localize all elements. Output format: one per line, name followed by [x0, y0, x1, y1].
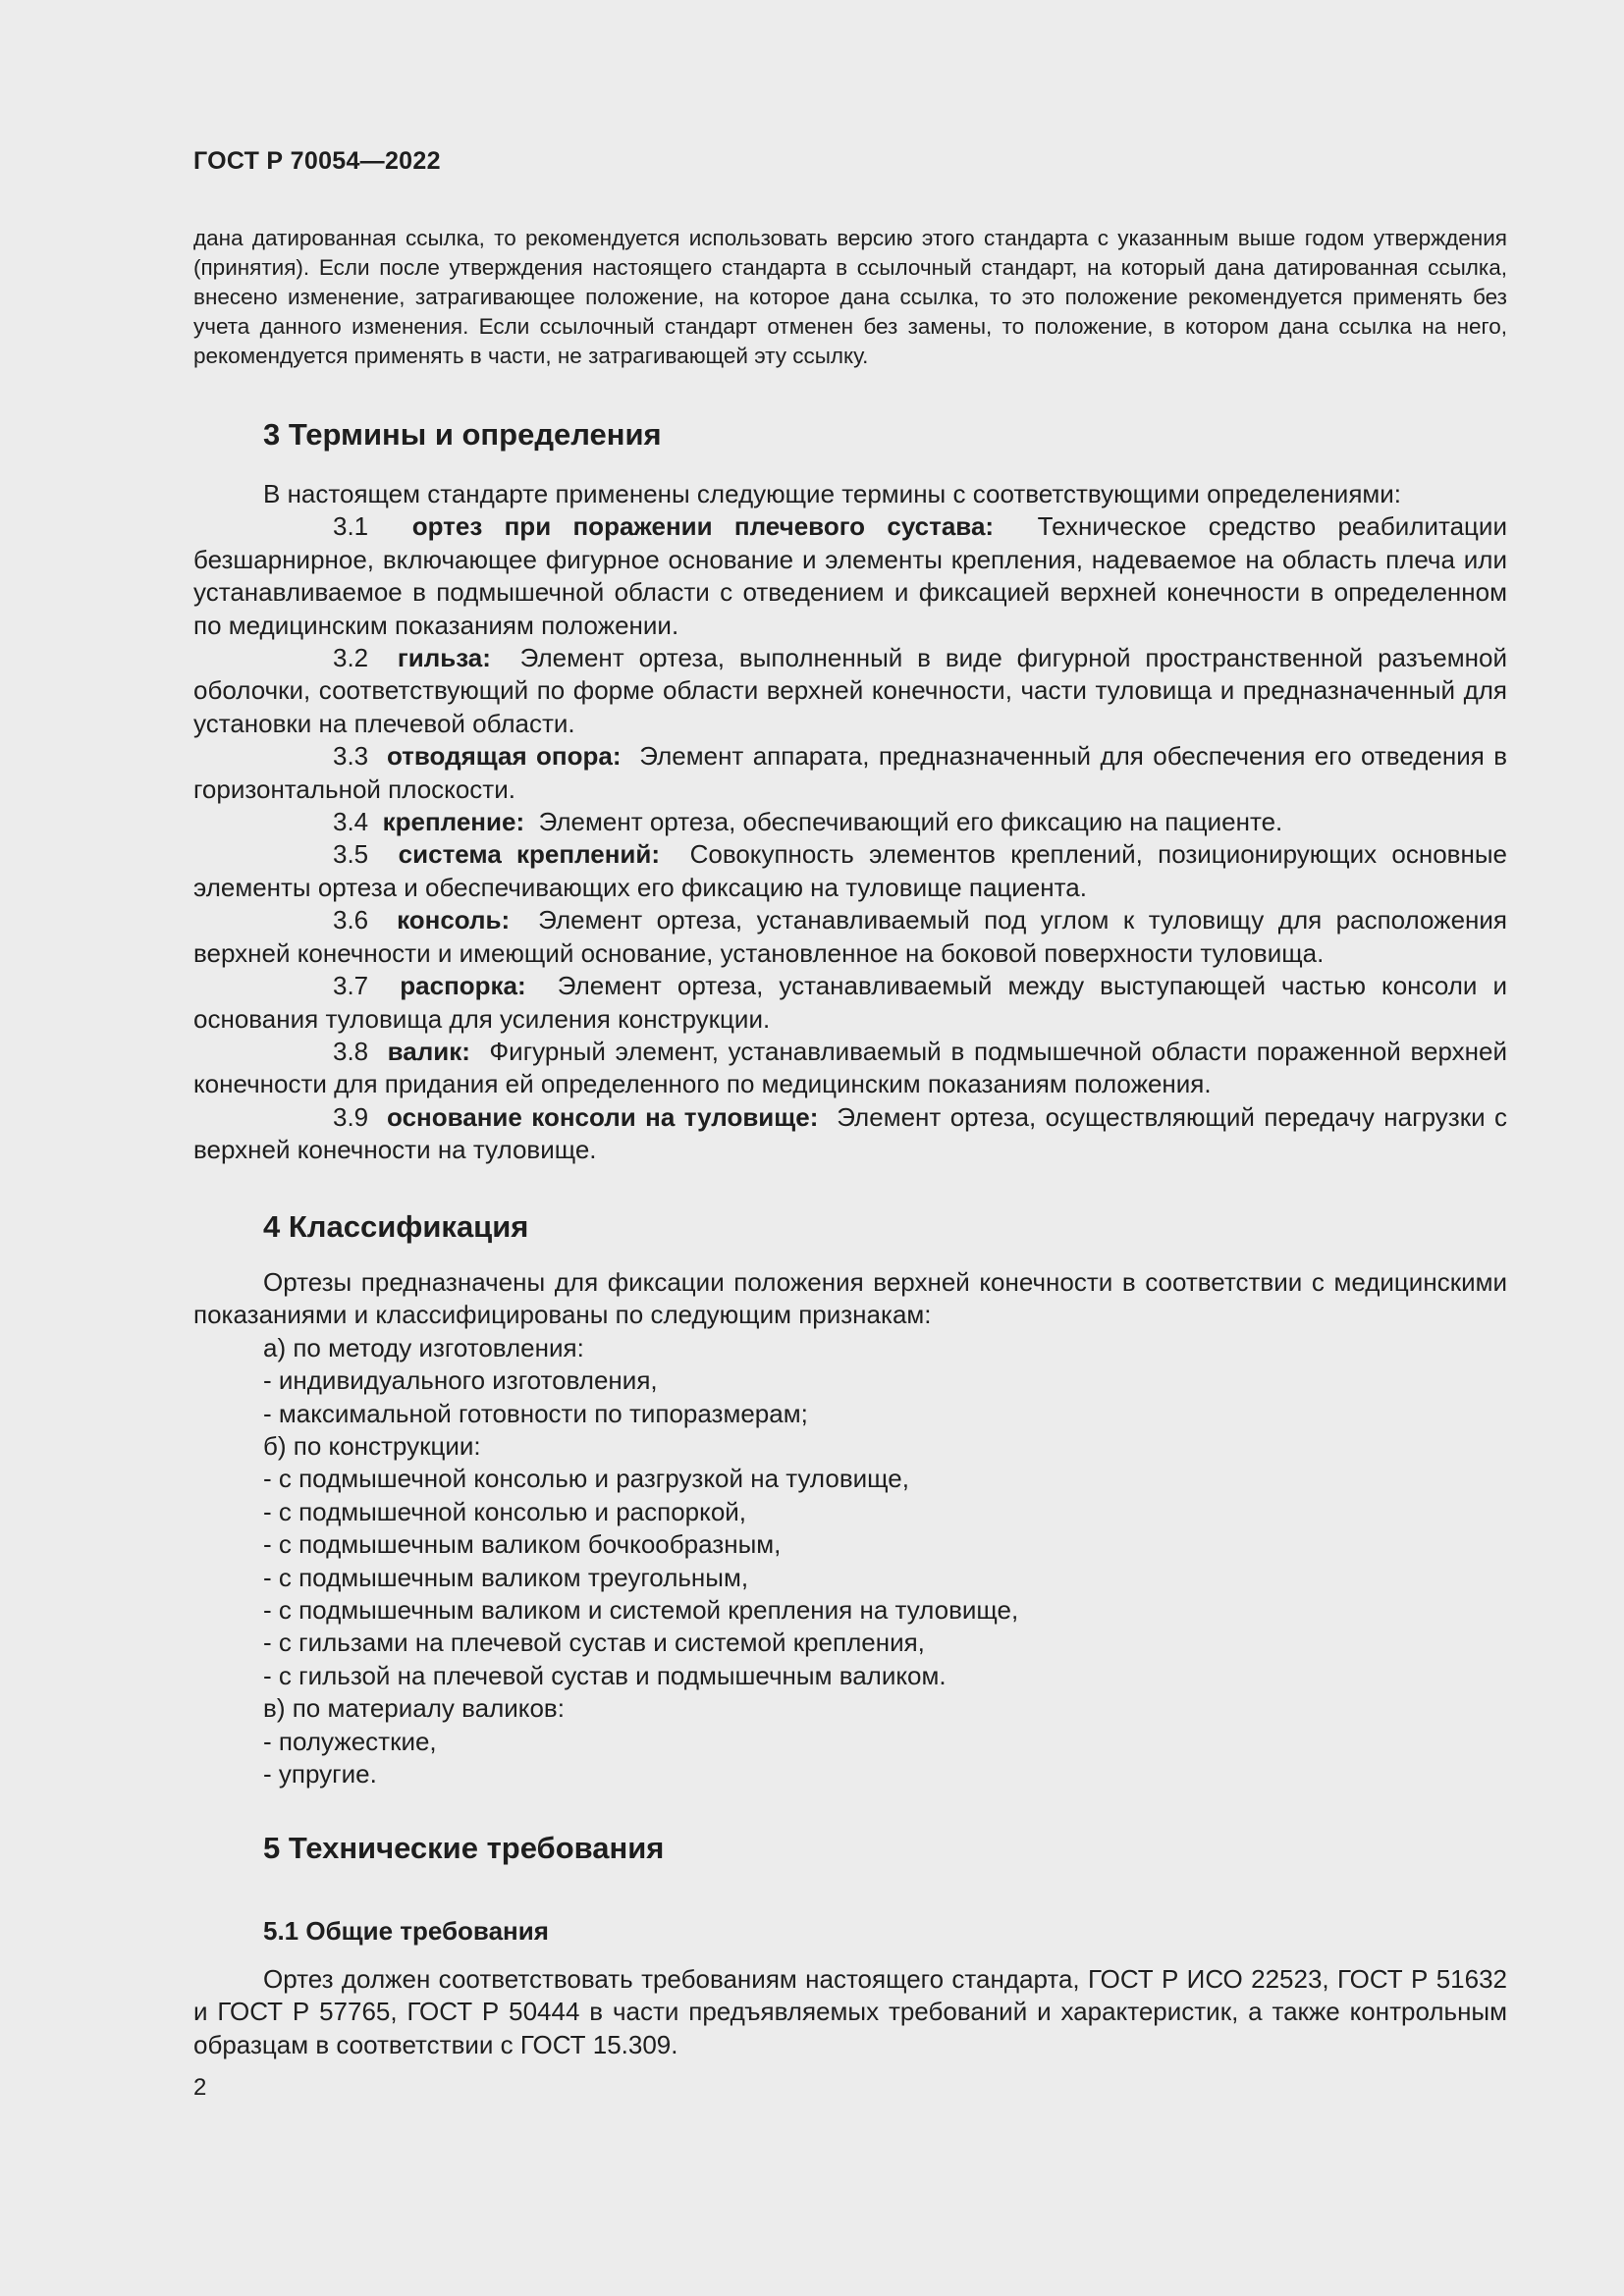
- term-definition: Элемент ортеза, осуществляющий передачу нагрузки с верхней конечности на туловище.: [193, 1101, 1508, 1165]
- page-number: 2: [193, 2074, 207, 2101]
- term-definition: Элемент ортеза, обеспечивающий его фиксацию на пациенте.: [538, 807, 1283, 837]
- section-3-title: 3 Термины и определения: [263, 417, 662, 452]
- section-3-lead: В настоящем стандарте применены следующие термины с соответствующими определениями:: [263, 479, 1402, 508]
- term-3-3: 3.3 отводящая опора: Элемент аппарата, предназначенный для обеспечения его отведения в горизонтальной плоскости.: [193, 741, 1508, 804]
- term-label: валик:: [387, 1036, 470, 1066]
- term-3-5: 3.5 система креплений: Совокупность элементов креплений, позиционирующих основные элементы ортеза и обеспечивающих его фиксацию на туловище пациента.: [193, 839, 1507, 902]
- term-definition: Техническое средство реабилитации безшарнирное, включающее фигурное основание и элементы крепления, надеваемое на область плеча или устанавливаемое в подмышечной области с отведением и фиксацией верхней конечности в определенном по медицинским показаниям положении.: [193, 511, 1507, 640]
- list-item: в) по материалу валиков:: [263, 1693, 565, 1724]
- term-definition: Элемент ортеза, выполненный в виде фигурной пространственной разъемной оболочки, соответствующий по форме области верхней конечности, части туловища и предназначенный для установки на плечевой области.: [193, 643, 1507, 738]
- list-item: - полужесткие,: [263, 1726, 437, 1756]
- term-label: ортез при поражении плечевого сустава:: [411, 511, 995, 542]
- section-4-title: 4 Классификация: [263, 1209, 529, 1244]
- term-3-6: 3.6 консоль: Элемент ортеза, устанавливаемый под углом к туловищу для расположения верхней конечности и имеющий основание, установленное на боковой поверхности туловища.: [193, 905, 1507, 968]
- list-item: - максимальной готовности по типоразмерам;: [263, 1398, 808, 1428]
- list-item: - упругие.: [263, 1759, 377, 1789]
- term-label: гильза:: [397, 643, 491, 673]
- term-label: консоль:: [397, 905, 511, 935]
- list-item: - с подмышечным валиком бочкообразным,: [263, 1529, 782, 1560]
- term-3-2: 3.2 гильза: Элемент ортеза, выполненный в виде фигурной пространственной разъемной оболочки, соответствующий по форме области верхней конечности, части туловища и предназначенный для установки на плечевой области.: [193, 643, 1507, 738]
- term-label: крепление:: [382, 807, 525, 837]
- term-3-1: 3.1 ортез при поражении плечевого сустава: Техническое средство реабилитации безшарнирное, включающее фигурное основание и элементы крепления, надеваемое на область плеча или устанавливаемое в подмышечной области с отведением и фиксацией верхней конечности в определенном по медицинским показаниям положении.: [193, 511, 1507, 640]
- term-definition: Элемент ортеза, устанавливаемый под углом к туловищу для расположения верхней конечности и имеющий основание, установленное на боковой поверхности туловища.: [193, 905, 1507, 968]
- term-definition: Элемент аппарата, предназначенный для обеспечения его отведения в горизонтальной плоскости.: [193, 741, 1508, 804]
- term-label: основание консоли на туловище:: [387, 1101, 819, 1132]
- list-item: - с гильзами на плечевой сустав и системой крепления,: [263, 1628, 925, 1658]
- list-item: - с подмышечным валиком и системой крепления на туловище,: [263, 1595, 1019, 1626]
- term-label: распорка:: [400, 971, 526, 1001]
- term-definition: Элемент ортеза, устанавливаемый между выступающей частью консоли и основания туловища для усиления конструкции.: [193, 971, 1507, 1034]
- section-5-1-title: 5.1 Общие требования: [263, 1916, 549, 1946]
- section-4-body: [193, 1266, 1507, 1791]
- list-item: - с подмышечной консолью и разгрузкой на туловище,: [263, 1464, 909, 1494]
- list-item: - индивидуального изготовления,: [263, 1365, 658, 1396]
- term-3-4: 3.4 крепление: Элемент ортеза, обеспечивающий его фиксацию на пациенте.: [333, 807, 1283, 837]
- term-label: отводящая опора:: [386, 741, 622, 772]
- term-3-7: 3.7 распорка: Элемент ортеза, устанавливаемый между выступающей частью консоли и основания туловища для усиления конструкции.: [193, 971, 1507, 1034]
- classification-list: [193, 1332, 1507, 1791]
- section-5-1-body: [193, 1963, 1507, 2061]
- list-item: б) по конструкции:: [263, 1431, 481, 1462]
- term-definition: Совокупность элементов креплений, позиционирующих основные элементы ортеза и обеспечивающих его фиксацию на туловище пациента.: [193, 839, 1507, 902]
- section-4-lead: Ортезы предназначены для фиксации положения верхней конечности в соответствии с медицинскими показаниями и классифицированы по следующим признакам:: [193, 1267, 1507, 1330]
- section-3-body: [193, 478, 1507, 1167]
- term-label: система креплений:: [398, 839, 661, 870]
- list-item: - с подмышечной консолью и распоркой,: [263, 1496, 747, 1526]
- term-3-9: 3.9 основание консоли на туловище: Элемент ортеза, осуществляющий передачу нагрузки с верхней конечности на туловище.: [193, 1101, 1508, 1165]
- section-5-1-text: Ортез должен соответствовать требованиям настоящего стандарта, ГОСТ Р ИСО 22523, ГОСТ Р 51632 и ГОСТ Р 57765, ГОСТ Р 50444 в части предъявляемых требований и характеристик, а также контрольным образцам в соответствии с ГОСТ 15.309.: [193, 1964, 1507, 2059]
- intro-paragraph: дана датированная ссылка, то рекомендуется использовать версию этого стандарта с указанным выше годом утверждения (принятия). Если после утверждения настоящего стандарта в ссылочный стандарт, на который дана датированная ссылка, внесено изменение, затрагивающее положение, на которое дана ссылка, то это положение рекомендуется применять без учета данного изменения. Если ссылочный стандарт отменен без замены, то положение, в котором дана ссылка на него, рекомендуется применять в части, не затрагивающей эту ссылку.: [193, 226, 1507, 368]
- term-definition: Фигурный элемент, устанавливаемый в подмышечной области пораженной верхней конечности для придания ей определенного по медицинским показаниям положения.: [193, 1036, 1507, 1099]
- list-item: - с подмышечным валиком треугольным,: [263, 1562, 749, 1592]
- list-item: - с гильзой на плечевой сустав и подмышечным валиком.: [263, 1660, 947, 1690]
- list-item: а) по методу изготовления:: [263, 1332, 584, 1362]
- section-5-title: 5 Технические требования: [263, 1831, 665, 1865]
- document-header: ГОСТ Р 70054—2022: [193, 147, 441, 175]
- term-3-8: 3.8 валик: Фигурный элемент, устанавливаемый в подмышечной области пораженной верхней конечности для придания ей определенного по медицинским показаниям положения.: [193, 1036, 1507, 1099]
